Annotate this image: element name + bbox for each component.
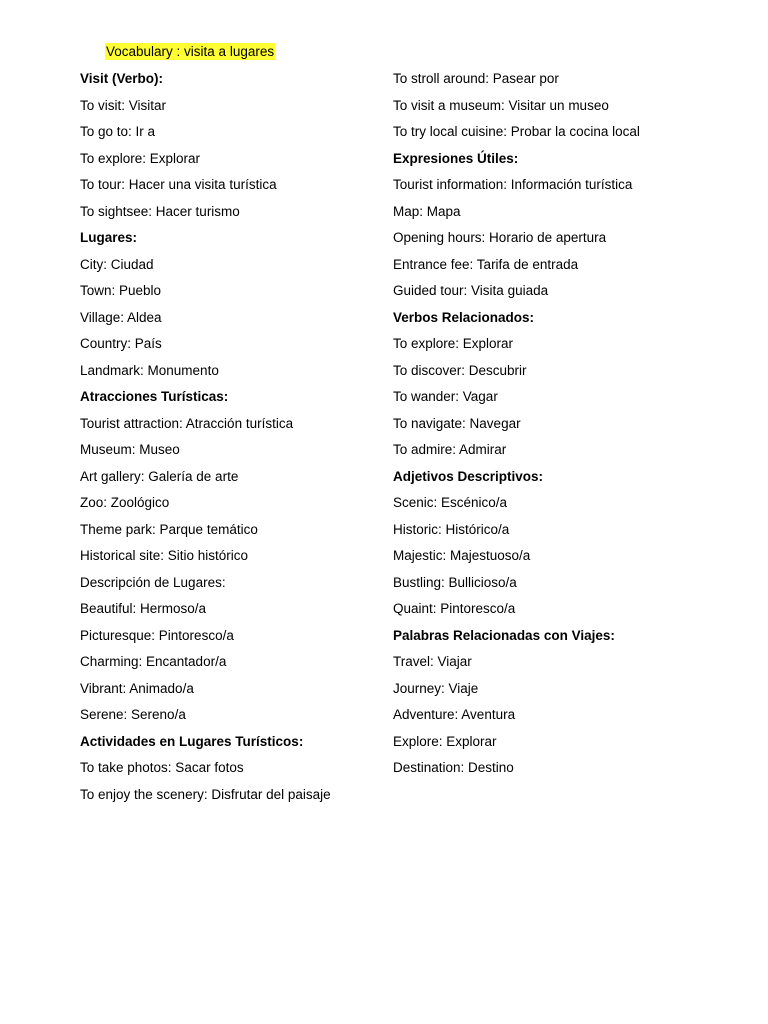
vocabulary-entry: Scenic: Escénico/a xyxy=(393,495,508,510)
vocabulary-entry: To stroll around: Pasear por xyxy=(393,71,559,86)
section-heading: Expresiones Útiles: xyxy=(393,150,519,166)
vocabulary-entry: Zoo: Zoológico xyxy=(80,495,170,510)
vocabulary-entry: Vibrant: Animado/a xyxy=(80,680,194,696)
vocabulary-entry: To sightsee: Hacer turismo xyxy=(80,203,240,219)
vocabulary-entry: Map: Mapa xyxy=(393,203,461,219)
section-heading: Verbos Relacionados: xyxy=(393,309,535,325)
vocabulary-entry: To tour: Hacer una visita turística xyxy=(80,177,277,192)
vocabulary-entry: To admire: Admirar xyxy=(393,442,507,457)
vocabulary-entry: Journey: Viaje xyxy=(393,680,479,696)
vocabulary-entry: Art gallery: Galería de arte xyxy=(80,468,239,484)
section-heading: Lugares: xyxy=(80,230,138,245)
vocabulary-entry: Charming: Encantador/a xyxy=(80,654,227,669)
vocabulary-entry: Tourist information: Información turística xyxy=(393,177,633,192)
section-heading: Actividades en Lugares Turísticos: xyxy=(80,733,304,749)
vocabulary-entry: Explore: Explorar xyxy=(393,733,497,749)
section-heading: Visit (Verbo): xyxy=(80,71,164,86)
vocabulary-entry: Quaint: Pintoresco/a xyxy=(393,601,516,616)
vocabulary-entry: Guided tour: Visita guiada xyxy=(393,283,549,298)
vocabulary-entry: Travel: Viajar xyxy=(393,654,472,669)
vocabulary-entry: To visit a museum: Visitar un museo xyxy=(393,97,609,113)
vocabulary-entry: Picturesque: Pintoresco/a xyxy=(80,627,234,643)
vocabulary-entry: Landmark: Monumento xyxy=(80,362,219,378)
vocabulary-column-left xyxy=(80,70,380,812)
vocabulary-entry: To wander: Vagar xyxy=(393,389,498,404)
vocabulary-entry: Destination: Destino xyxy=(393,760,514,775)
vocabulary-entry: To enjoy the scenery: Disfrutar del paisaje xyxy=(80,786,331,802)
vocabulary-entry: To go to: Ir a xyxy=(80,124,156,139)
vocabulary-entry: Theme park: Parque temático xyxy=(80,521,258,537)
vocabulary-entry: Museum: Museo xyxy=(80,442,180,457)
vocabulary-entry: Village: Aldea xyxy=(80,309,162,325)
vocabulary-entry: Adventure: Aventura xyxy=(393,707,516,722)
vocabulary-entry: Beautiful: Hermoso/a xyxy=(80,601,207,616)
vocabulary-entry: Opening hours: Horario de apertura xyxy=(393,230,607,245)
vocabulary-entry: To try local cuisine: Probar la cocina local xyxy=(393,124,640,139)
vocabulary-entry: Descripción de Lugares: xyxy=(80,574,226,590)
section-heading: Atracciones Turísticas: xyxy=(80,389,229,404)
vocabulary-entry: Historical site: Sitio histórico xyxy=(80,548,249,563)
vocabulary-entry: Majestic: Majestuoso/a xyxy=(393,548,531,563)
vocabulary-entry: To explore: Explorar xyxy=(393,336,514,351)
vocabulary-entry: To explore: Explorar xyxy=(80,150,201,166)
vocabulary-entry: City: Ciudad xyxy=(80,256,154,272)
vocabulary-entry: To take photos: Sacar fotos xyxy=(80,760,244,775)
document-title xyxy=(105,43,275,61)
section-heading: Adjetivos Descriptivos: xyxy=(393,468,544,484)
vocabulary-entry: To navigate: Navegar xyxy=(393,415,521,431)
vocabulary-entry: Entrance fee: Tarifa de entrada xyxy=(393,256,579,272)
vocabulary-entry: Tourist attraction: Atracción turística xyxy=(80,415,294,431)
section-heading: Palabras Relacionadas con Viajes: xyxy=(393,627,615,643)
vocabulary-entry: Serene: Sereno/a xyxy=(80,707,186,722)
vocabulary-entry: Country: País xyxy=(80,336,162,351)
vocabulary-entry: To discover: Descubrir xyxy=(393,362,527,378)
vocabulary-entry: Bustling: Bullicioso/a xyxy=(393,574,517,590)
vocabulary-entry: Town: Pueblo xyxy=(80,283,162,298)
vocabulary-entry: To visit: Visitar xyxy=(80,97,167,113)
vocabulary-column-right xyxy=(393,70,733,786)
vocabulary-entry: Historic: Histórico/a xyxy=(393,521,510,537)
highlighted-title-text: Vocabulary : visita a lugares xyxy=(106,44,275,59)
